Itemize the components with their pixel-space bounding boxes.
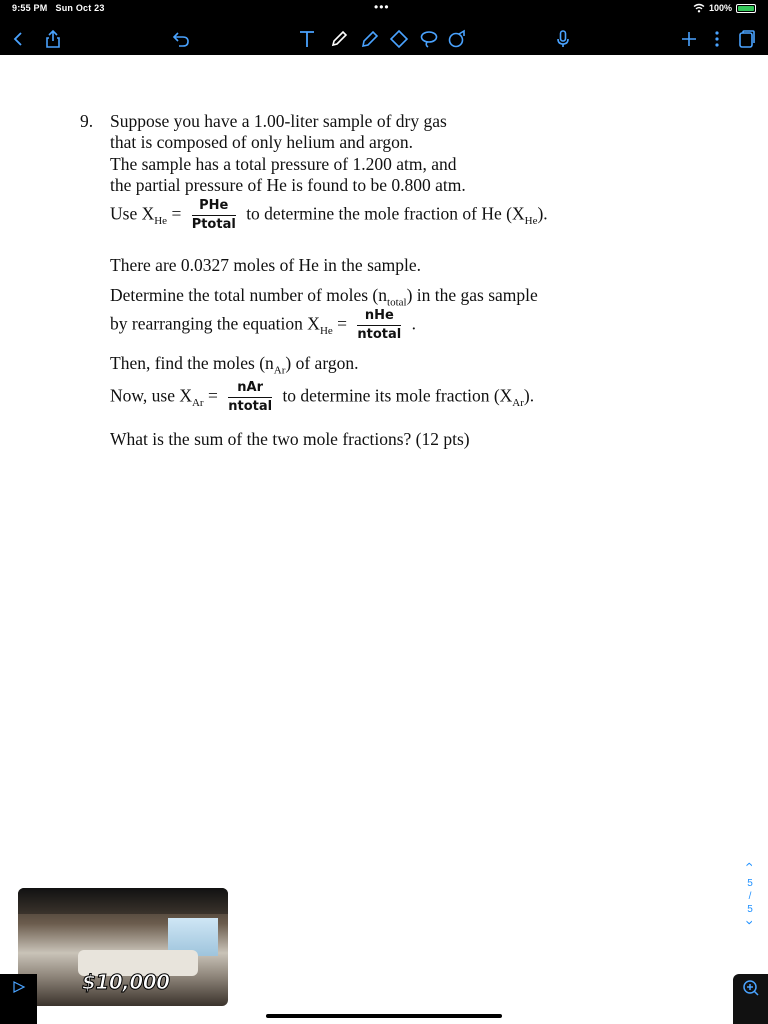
microphone-icon[interactable] <box>552 28 574 50</box>
fraction-n-he-over-n-total: $\frac{\text{nHe}}{\text{ntotal}}$ <box>357 308 402 342</box>
page-separator: / <box>748 891 752 902</box>
question-number: 9. <box>80 111 94 131</box>
current-page: 5 <box>747 878 753 889</box>
video-thumbnail[interactable] <box>18 888 228 1006</box>
fraction-p-he-over-p-total: $\frac{\text{PHe}}{\text{Ptotal}}$ <box>191 198 236 232</box>
determine-total-line: Determine the total number of moles $(n_{total})$ in the gas sample <box>110 285 538 309</box>
question-line-1: Suppose you have a 1.00-liter sample of dry gas <box>110 111 447 131</box>
undo-icon[interactable] <box>170 28 192 50</box>
eraser-icon[interactable] <box>388 28 410 50</box>
sum-question-line: What is the sum of the two mole fractions? (12 pts) <box>110 429 470 449</box>
question-line-4: the partial pressure of He is found to be 0.800 atm. <box>110 175 466 195</box>
question-line-2: that is composed of only helium and argon. <box>110 132 413 152</box>
mole-fraction-argon-line: Now, use $X_{Ar}$ = $\frac{\text{nAr}}{\text{ntotal}}$ to determine its mole fraction $(X_{Ar})$. <box>110 380 535 414</box>
wifi-icon <box>693 3 705 13</box>
page-up-icon[interactable]: ‹ <box>742 862 759 867</box>
more-icon[interactable] <box>706 28 728 50</box>
pages-icon[interactable] <box>736 28 758 50</box>
multitask-dots[interactable]: ••• <box>374 0 390 14</box>
battery-icon <box>736 4 756 13</box>
share-icon[interactable] <box>42 28 64 50</box>
total-pages: 5 <box>747 904 753 915</box>
thumbnail-price: $10,000 <box>82 970 170 994</box>
fraction-n-ar-over-n-total: $\frac{\text{nAr}}{\text{ntotal}}$ <box>228 380 273 414</box>
battery-percent: 100% <box>708 3 732 13</box>
back-chevron-icon[interactable] <box>8 28 30 50</box>
lasso-icon[interactable] <box>418 28 440 50</box>
moles-he-line: There are 0.0327 moles of He in the sample. <box>110 255 422 275</box>
highlighter-icon[interactable] <box>358 28 380 50</box>
sidebar-toggle-icon[interactable] <box>0 974 37 1024</box>
question-line-3: The sample has a total pressure of 1.200 atm, and <box>110 154 457 174</box>
rearrange-line: by rearranging the equation $X_{He}$ = $\frac{\text{nHe}}{\text{ntotal}}$ . <box>110 308 416 342</box>
use-formula-line: Use $X_{He}$ = $\frac{\text{PHe}}{\text{Ptotal}}$ to determine the mole fraction of He $(X_{He})$. <box>110 198 548 232</box>
add-icon[interactable] <box>678 28 700 50</box>
top-toolbar <box>0 0 768 55</box>
home-indicator[interactable] <box>266 1014 502 1018</box>
zoom-icon[interactable] <box>733 974 768 1024</box>
shapes-icon[interactable] <box>446 28 468 50</box>
text-tool-icon[interactable] <box>296 28 318 50</box>
page-down-icon[interactable]: › <box>742 920 759 925</box>
document-page <box>0 55 768 1024</box>
status-time: 9:55 PM Sun Oct 23 <box>12 3 105 13</box>
find-moles-argon-line: Then, find the moles $(n_{Ar})$ of argon. <box>110 353 359 377</box>
page-indicator[interactable] <box>740 858 760 929</box>
pen-icon[interactable] <box>328 28 350 50</box>
status-right <box>693 3 756 13</box>
